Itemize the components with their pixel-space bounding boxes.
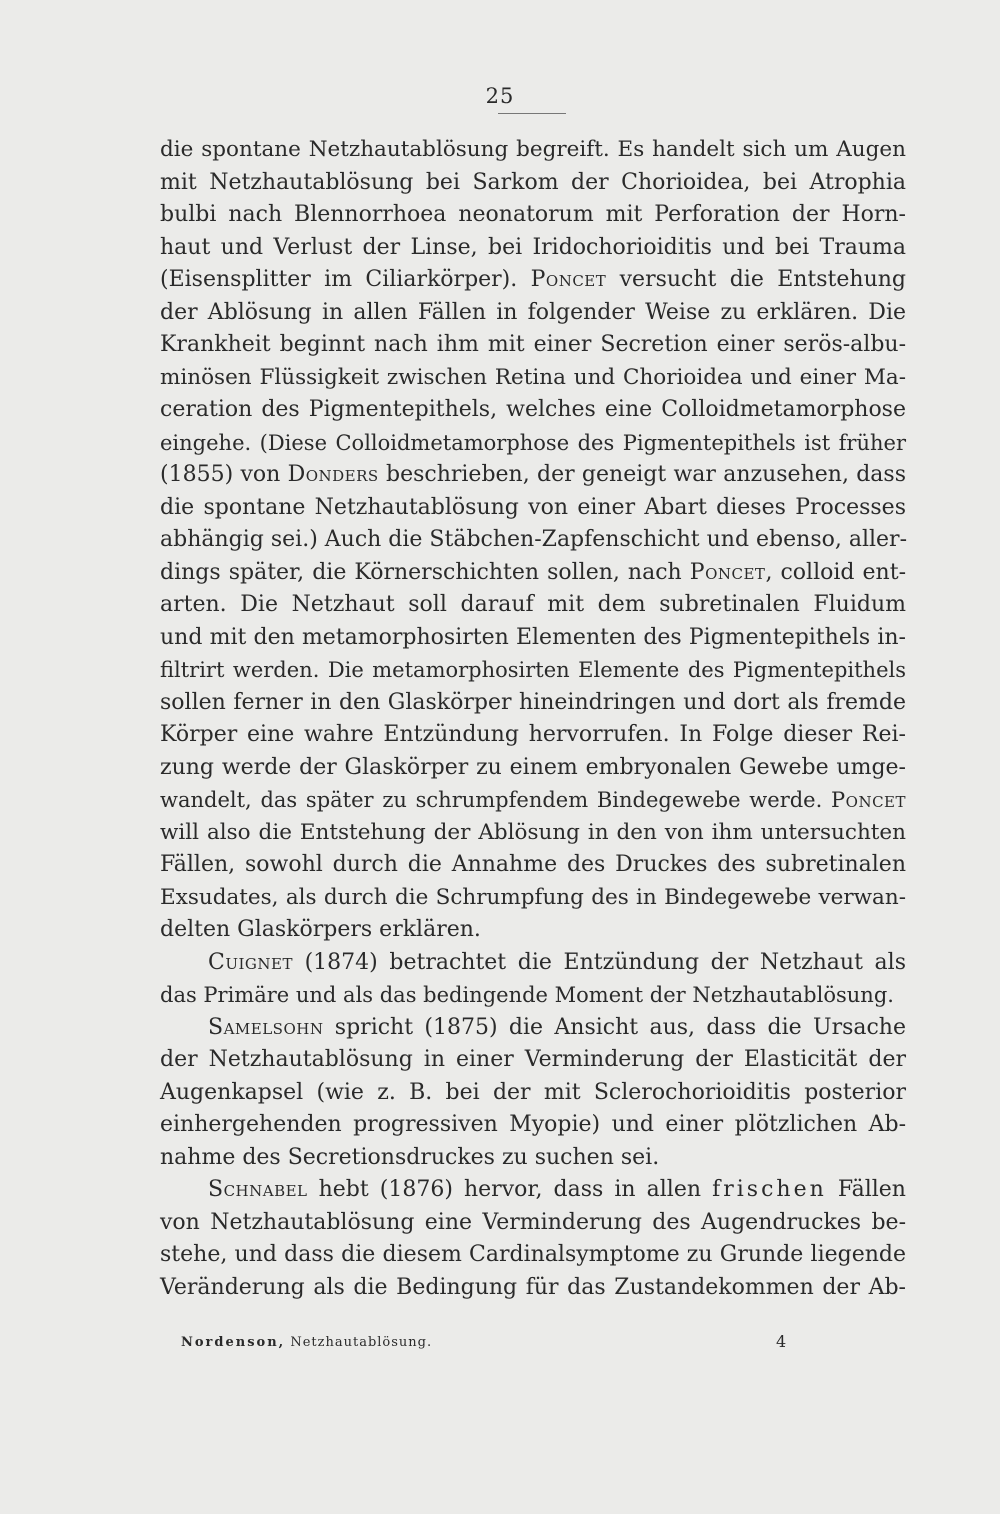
text-segment: beschrieben, der geneigt war anzusehen, dass [378, 462, 907, 487]
text-segment: haut und Verlust der Linse, bei Iridochorioiditis und bei Trauma [160, 234, 906, 260]
text-line [160, 1077, 906, 1110]
text-line [160, 1012, 906, 1045]
text-segment: Augenkapsel (wie z. B. bei der mit Sclerochorioiditis posterior [160, 1079, 906, 1105]
text-segment: delten Glaskörpers erklären. [160, 917, 481, 942]
text-segment: der Ablösung in allen Fällen in folgender Weise zu erklären. Die [160, 299, 906, 325]
text-segment: minösen Flüssigkeit zwischen Retina und Chorioidea und einer Ma- [160, 364, 906, 390]
text-line [160, 1207, 906, 1240]
text-segment: versucht die Entstehung [606, 267, 907, 292]
page-number: 25 [485, 84, 515, 108]
text-line [160, 524, 906, 557]
text-line [160, 622, 906, 655]
text-segment: eingehe. (Diese Colloidmetamorphose des Pigmentepithels ist früher [160, 430, 906, 455]
text-line [160, 849, 906, 882]
text-segment: ceration des Pigmentepithels, welches eine Colloidmetamorphose [160, 397, 906, 422]
text-segment: arten. Die Netzhaut soll darauf mit dem subretinalen Fluidum [160, 592, 906, 617]
text-segment: hebt (1876) hervor, dass in allen [307, 1177, 713, 1202]
text-line [160, 167, 906, 200]
text-segment: das Primäre und als das bedingende Moment der Netzhautablösung. [160, 983, 894, 1007]
text-segment: dings später, die Körnerschichten sollen, nach [160, 559, 690, 585]
text-segment: will also die Entstehung der Ablösung in den von ihm untersuchten [160, 819, 906, 845]
text-segment: stehe, und dass die diesem Cardinalsymptome zu Grunde liegende [160, 1242, 906, 1267]
text-line [160, 687, 906, 720]
text-line [160, 362, 906, 395]
text-line [160, 784, 906, 817]
author-name: Donders [287, 462, 379, 487]
body-text [160, 134, 906, 1304]
text-line [160, 1044, 906, 1077]
text-segment: und mit den metamorphosirten Elementen des Pigmentepithels in- [160, 624, 906, 650]
text-line [160, 427, 906, 460]
text-segment: von Netzhautablösung eine Verminderung des Augendruckes be- [160, 1209, 906, 1235]
text-segment: einhergehenden progressiven Myopie) und einer plötzlichen Ab- [160, 1112, 906, 1137]
text-line [160, 1272, 906, 1305]
text-segment: (1874) betrachtet die Entzündung der Netzhaut als [292, 949, 906, 975]
text-line [160, 1239, 906, 1272]
text-line [160, 589, 906, 622]
text-segment: die spontane Netzhautablösung von einer Abart dieses Processes [160, 494, 906, 520]
text-segment: Körper eine wahre Entzündung hervorrufen. In Folge dieser Rei- [160, 722, 906, 747]
text-segment: filtrirt werden. Die metamorphosirten Elemente des Pigmentepithels [160, 658, 906, 682]
text-segment: sollen ferner in den Glaskörper hineindringen und dort als fremde [160, 689, 906, 715]
text-line [160, 492, 906, 525]
text-segment: spricht (1875) die Ansicht aus, dass die Ursache [323, 1014, 906, 1040]
text-line [160, 199, 906, 232]
text-segment: bulbi nach Blennorrhoea neonatorum mit Perforation der Horn- [160, 202, 906, 227]
author-name: Samelsohn [208, 1014, 324, 1040]
text-line [160, 947, 906, 980]
text-line [160, 752, 906, 785]
emphasized-word: frischen [712, 1177, 827, 1202]
text-line [160, 232, 906, 265]
author-name: Poncet [530, 267, 607, 292]
text-segment: wandelt, das später zu schrumpfendem Bindegewebe werde. [160, 788, 832, 812]
text-segment: der Netzhautablösung in einer Verminderung der Elasticität der [160, 1047, 906, 1072]
author-name: Schnabel [208, 1177, 308, 1202]
page-number-rule [498, 113, 566, 114]
text-line [160, 1174, 906, 1207]
text-segment: mit Netzhautablösung bei Sarkom der Chorioidea, bei Atrophia [160, 169, 906, 195]
text-segment: (Eisensplitter im Ciliarkörper). [160, 267, 531, 292]
text-line [160, 264, 906, 297]
text-line [160, 297, 906, 330]
text-line [160, 882, 906, 915]
text-segment: Krankheit beginnt nach ihm mit einer Secretion einer serös-albu- [160, 332, 906, 357]
signature-mark: 4 [776, 1332, 787, 1351]
text-line [160, 1109, 906, 1142]
text-line [160, 459, 906, 492]
author-name: Cuignet [208, 949, 293, 975]
text-segment: (1855) von [160, 462, 288, 487]
text-line [160, 1142, 906, 1175]
text-segment: Fällen [826, 1177, 906, 1202]
text-segment: die spontane Netzhautablösung begreift. Es handelt sich um Augen [160, 137, 906, 162]
running-footer [181, 1335, 801, 1350]
footer-author: Nordenson, [181, 1335, 286, 1350]
text-line [160, 719, 906, 752]
text-line [160, 557, 906, 590]
author-name: Poncet [831, 788, 906, 812]
text-line [160, 979, 906, 1012]
author-name: Poncet [689, 559, 766, 585]
text-line [160, 914, 906, 947]
text-line [160, 654, 906, 687]
text-line [160, 817, 906, 850]
footer-title: Netzhautablösung. [290, 1335, 433, 1350]
text-line [160, 329, 906, 362]
text-segment: nahme des Secretionsdruckes zu suchen sei. [160, 1144, 660, 1170]
text-segment: Veränderung als die Bedingung für das Zustandekommen der Ab- [160, 1274, 906, 1300]
text-segment: Fällen, sowohl durch die Annahme des Druckes des subretinalen [160, 852, 906, 877]
text-line [160, 134, 906, 167]
text-segment: , colloid ent- [765, 559, 906, 585]
text-line [160, 394, 906, 427]
text-segment: zung werde der Glaskörper zu einem embryonalen Gewebe umge- [160, 754, 906, 780]
text-segment: Exsudates, als durch die Schrumpfung des in Bindegewebe verwan- [160, 884, 906, 910]
text-segment: abhängig sei.) Auch die Stäbchen-Zapfenschicht und ebenso, aller- [160, 527, 908, 552]
